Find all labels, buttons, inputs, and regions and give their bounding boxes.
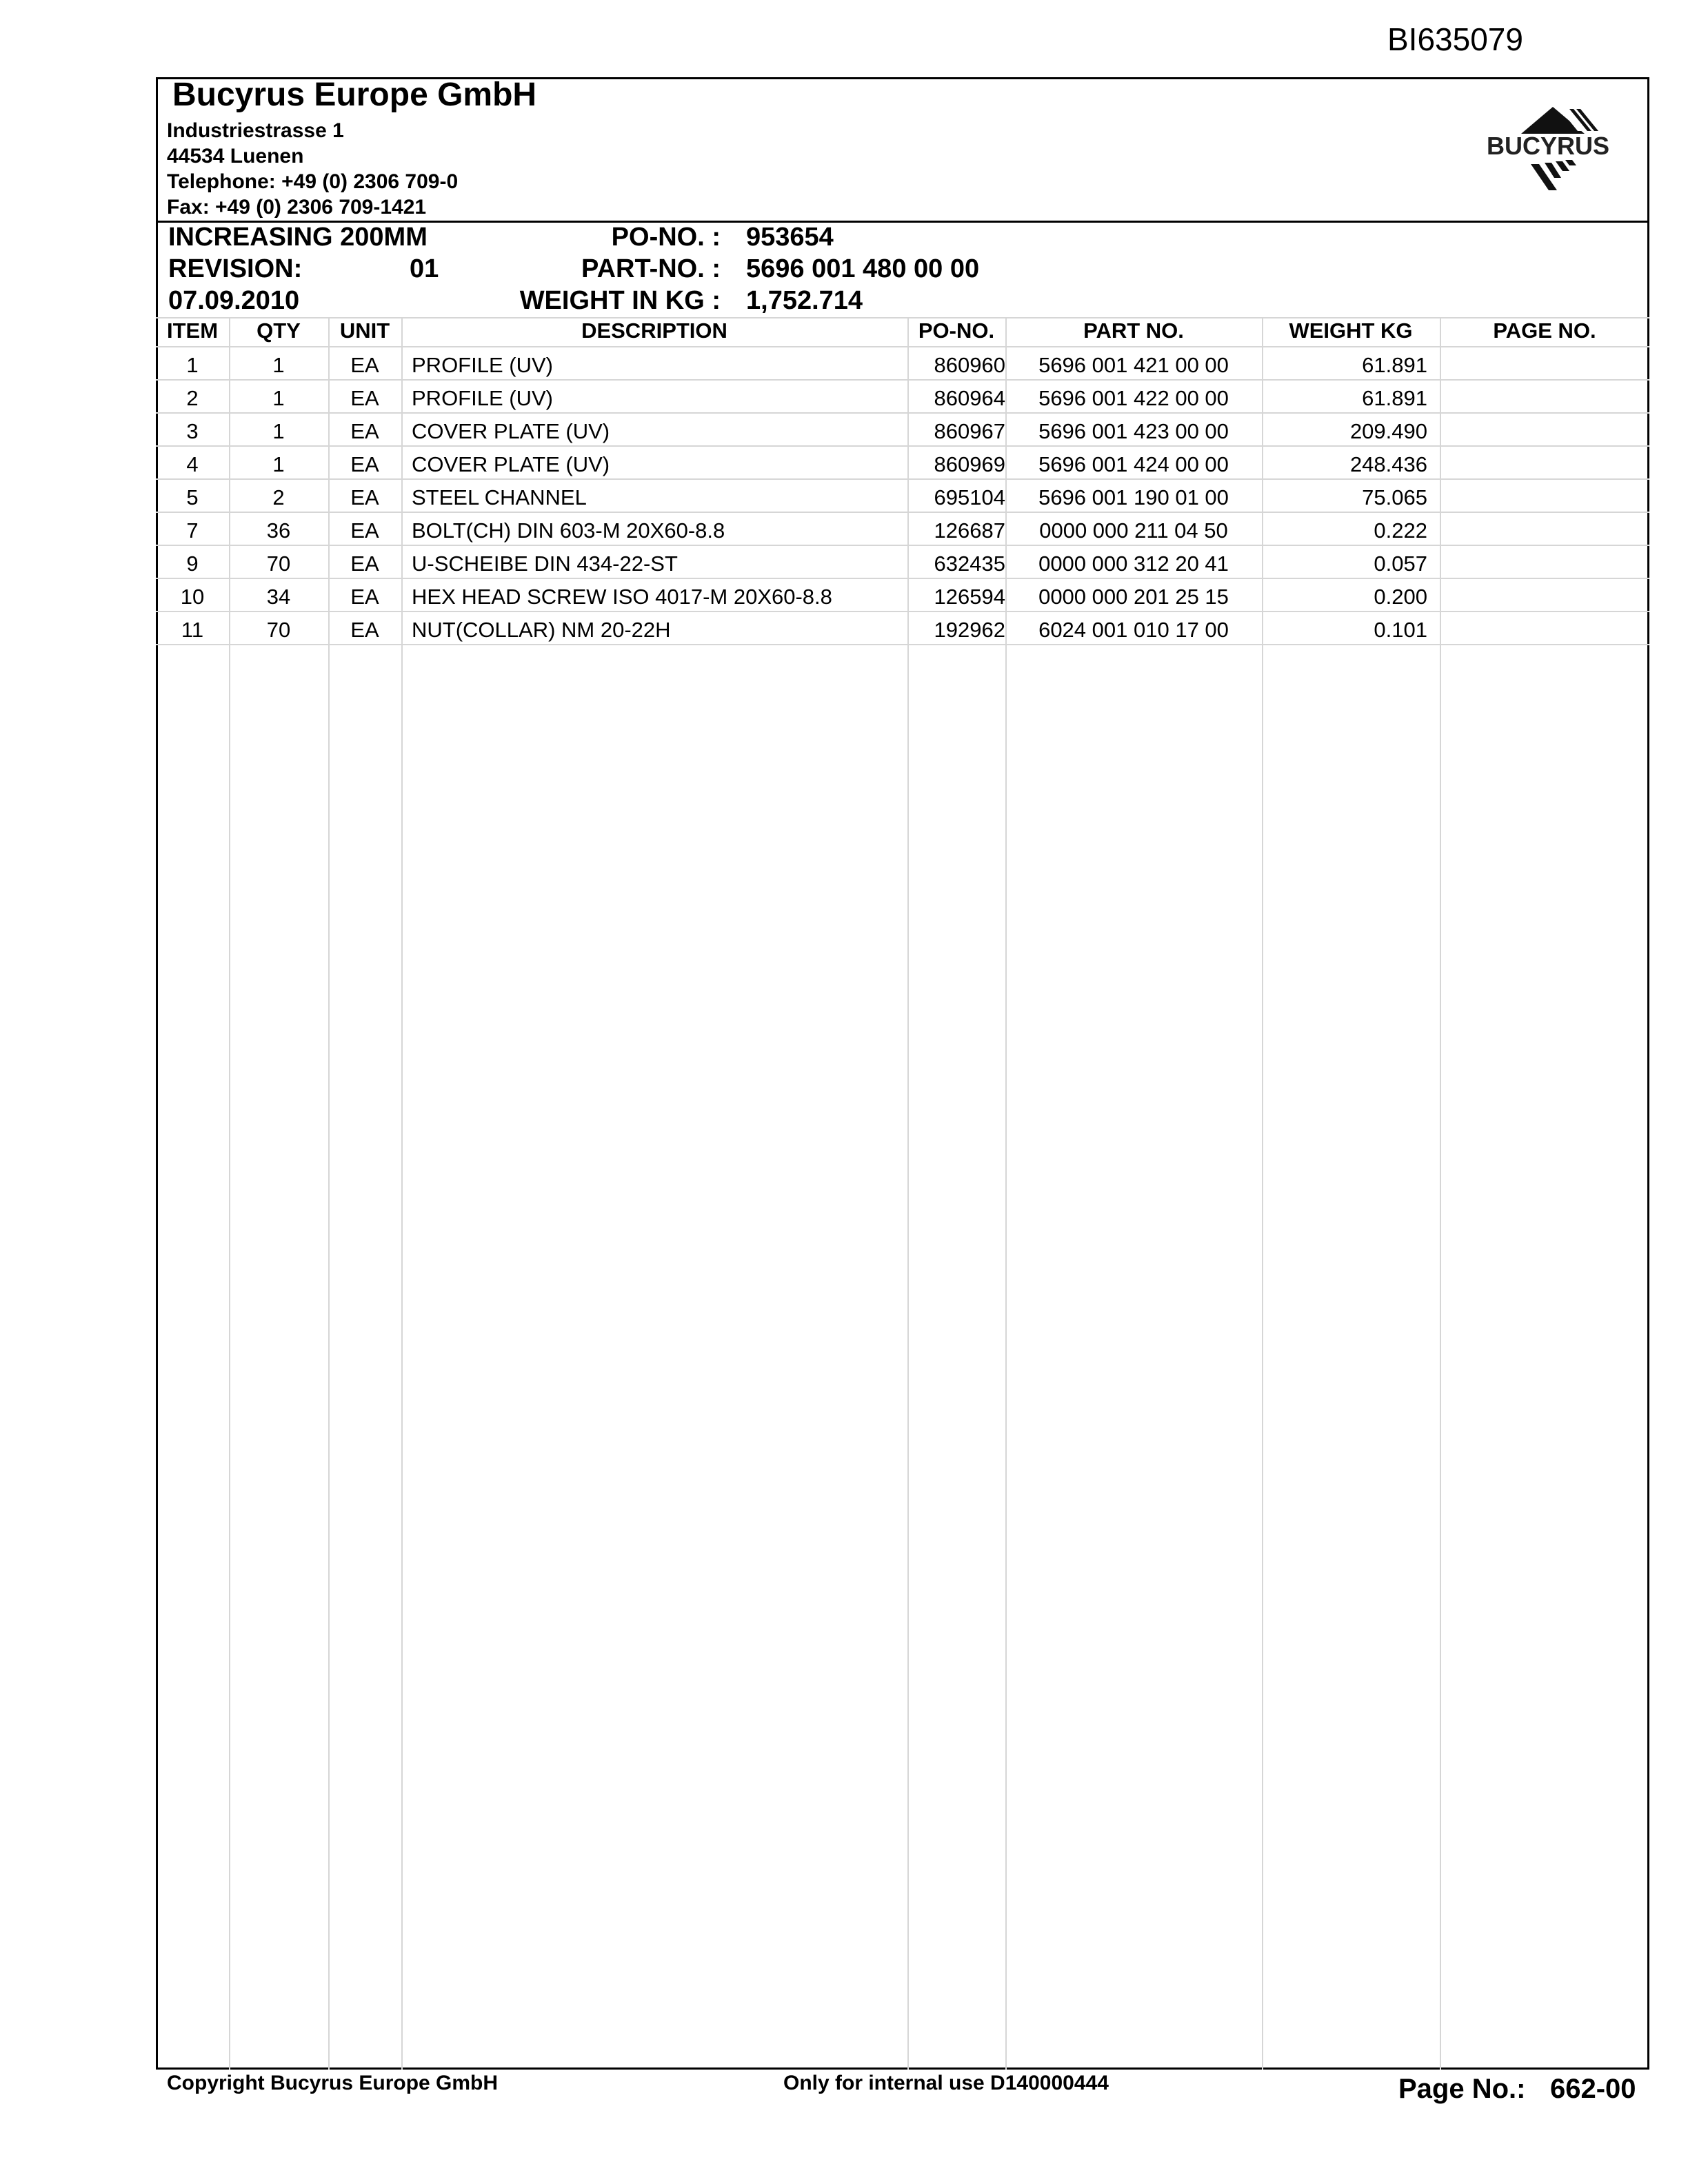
- unit-cell: EA: [350, 585, 379, 609]
- weight-cell: 0.200: [1374, 585, 1427, 609]
- po-cell: 860969: [934, 452, 1005, 476]
- po-cell: 860967: [934, 419, 1005, 443]
- table-row: [156, 381, 1649, 414]
- footer-page-number: 662-00: [1550, 2074, 1636, 2104]
- unit-cell: EA: [350, 485, 379, 509]
- table-row: [156, 546, 1649, 579]
- assembly-title: INCREASING 200MM: [168, 223, 428, 252]
- company-telephone: Telephone: +49 (0) 2306 709-0: [167, 170, 459, 193]
- unit-cell: EA: [350, 518, 379, 543]
- column-header-item: ITEM: [166, 318, 219, 343]
- table-row: [156, 513, 1649, 546]
- weight-cell: 75.065: [1362, 485, 1427, 509]
- item-cell: 4: [186, 452, 199, 476]
- unit-cell: EA: [350, 419, 379, 443]
- part-number-cell: 5696 001 421 00 00: [1038, 353, 1229, 377]
- bucyrus-logo: [1476, 103, 1620, 196]
- company-name: Bucyrus Europe GmbH: [172, 77, 537, 113]
- weight-cell: 0.101: [1374, 618, 1427, 642]
- weight-cell: 0.222: [1374, 518, 1427, 543]
- table-row: [156, 579, 1649, 612]
- qty-cell: 70: [266, 618, 291, 642]
- qty-cell: 1: [272, 353, 285, 377]
- part-value: 5696 001 480 00 00: [746, 254, 980, 283]
- document-id: BI635079: [1387, 21, 1523, 57]
- company-fax: Fax: +49 (0) 2306 709-1421: [167, 196, 427, 219]
- footer-internal-use: Only for internal use D140000444: [783, 2072, 1109, 2094]
- footer-page-label: Page No.:: [1398, 2074, 1526, 2104]
- part-number-cell: 0000 000 201 25 15: [1038, 585, 1229, 609]
- description-cell: NUT(COLLAR) NM 20-22H: [412, 618, 671, 642]
- unit-cell: EA: [350, 386, 379, 410]
- po-cell: 192962: [934, 618, 1005, 642]
- description-cell: PROFILE (UV): [412, 353, 553, 377]
- part-number-cell: 5696 001 190 01 00: [1038, 485, 1229, 509]
- unit-cell: EA: [350, 618, 379, 642]
- qty-cell: 34: [266, 585, 291, 609]
- description-cell: U-SCHEIBE DIN 434-22-ST: [412, 552, 678, 576]
- row-divider: [156, 644, 1649, 645]
- table-row: [156, 414, 1649, 447]
- item-cell: 9: [186, 552, 199, 576]
- weight-cell: 0.057: [1374, 552, 1427, 576]
- qty-cell: 36: [266, 518, 291, 543]
- footer-copyright: Copyright Bucyrus Europe GmbH: [167, 2072, 499, 2094]
- item-cell: 1: [186, 353, 199, 377]
- po-cell: 126687: [934, 518, 1005, 543]
- part-label: PART-NO. :: [581, 254, 721, 283]
- description-cell: COVER PLATE (UV): [412, 419, 610, 443]
- item-cell: 11: [181, 618, 204, 642]
- po-cell: 860964: [934, 386, 1005, 410]
- description-cell: STEEL CHANNEL: [412, 485, 587, 509]
- part-number-cell: 6024 001 010 17 00: [1038, 618, 1229, 642]
- po-cell: 860960: [934, 353, 1005, 377]
- table-row: [156, 480, 1649, 513]
- column-header-page: PAGE NO.: [1493, 318, 1596, 343]
- po-value: 953654: [746, 223, 834, 252]
- description-cell: BOLT(CH) DIN 603-M 20X60-8.8: [412, 518, 725, 543]
- company-city: 44534 Luenen: [167, 145, 304, 168]
- weight-cell: 248.436: [1349, 452, 1427, 476]
- po-cell: 695104: [934, 485, 1005, 509]
- unit-cell: EA: [350, 353, 379, 377]
- unit-cell: EA: [350, 452, 379, 476]
- weight-cell: 209.490: [1349, 419, 1427, 443]
- table-row: [156, 612, 1649, 645]
- revision-label: REVISION:: [168, 254, 303, 283]
- table-row: [156, 347, 1649, 381]
- table-row: [156, 447, 1649, 480]
- column-header-description: DESCRIPTION: [581, 318, 727, 343]
- qty-cell: 1: [272, 419, 285, 443]
- description-cell: COVER PLATE (UV): [412, 452, 610, 476]
- column-header-unit: UNIT: [339, 318, 390, 343]
- item-cell: 10: [180, 585, 205, 609]
- qty-cell: 1: [272, 386, 285, 410]
- part-number-cell: 5696 001 422 00 00: [1038, 386, 1229, 410]
- company-street: Industriestrasse 1: [167, 119, 344, 142]
- column-header-part: PART NO.: [1083, 318, 1184, 343]
- part-number-cell: 0000 000 211 04 50: [1039, 518, 1228, 543]
- column-header-po: PO-NO.: [918, 318, 995, 343]
- column-header-weight: WEIGHT KG: [1289, 318, 1413, 343]
- part-number-cell: 5696 001 423 00 00: [1038, 419, 1229, 443]
- item-cell: 2: [186, 386, 199, 410]
- part-number-cell: 0000 000 312 20 41: [1038, 552, 1229, 576]
- weight-cell: 61.891: [1362, 386, 1427, 410]
- item-cell: 5: [186, 485, 199, 509]
- description-cell: HEX HEAD SCREW ISO 4017-M 20X60-8.8: [412, 585, 832, 609]
- item-cell: 3: [186, 419, 199, 443]
- part-number-cell: 5696 001 424 00 00: [1038, 452, 1229, 476]
- revision-value: 01: [410, 254, 439, 283]
- item-cell: 7: [186, 518, 199, 543]
- weight-cell: 61.891: [1362, 353, 1427, 377]
- document-date: 07.09.2010: [168, 286, 300, 315]
- weight-value: 1,752.714: [746, 286, 863, 315]
- po-label: PO-NO. :: [611, 223, 721, 252]
- qty-cell: 70: [266, 552, 291, 576]
- unit-cell: EA: [350, 552, 379, 576]
- po-cell: 126594: [934, 585, 1005, 609]
- qty-cell: 2: [272, 485, 285, 509]
- logo-text: BUCYRUS: [1486, 132, 1610, 160]
- qty-cell: 1: [272, 452, 285, 476]
- column-header-qty: QTY: [257, 318, 301, 343]
- weight-label: WEIGHT IN KG :: [519, 286, 721, 315]
- po-cell: 632435: [934, 552, 1005, 576]
- description-cell: PROFILE (UV): [412, 386, 553, 410]
